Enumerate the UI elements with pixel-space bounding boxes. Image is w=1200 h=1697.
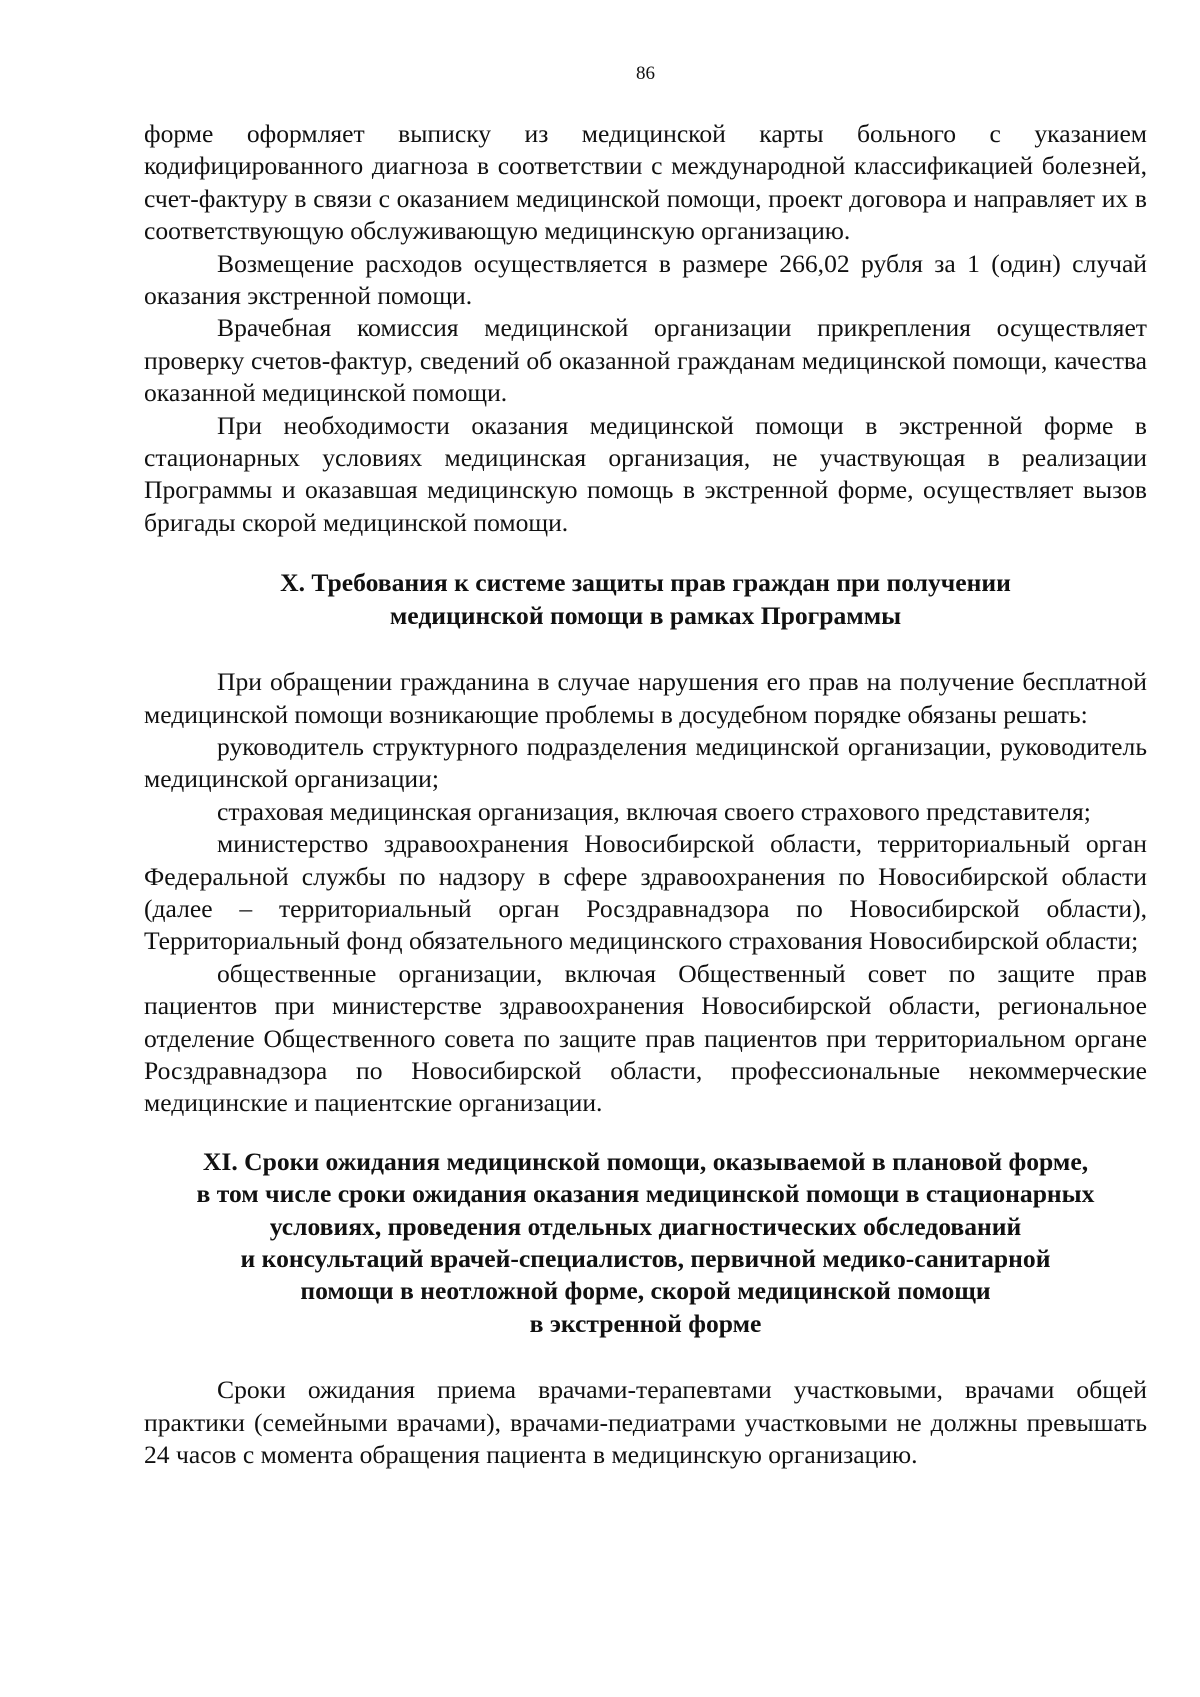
spacer bbox=[144, 1120, 1147, 1146]
section-x-paragraph-2: руководитель структурного подразделения медицинской организации, руководитель медицинской организации; bbox=[144, 731, 1147, 794]
page-number: 86 bbox=[636, 63, 655, 84]
section-x-heading bbox=[144, 567, 1147, 632]
document-page bbox=[144, 62, 1147, 1471]
spacer bbox=[144, 1340, 1147, 1374]
intro-paragraph-2: Возмещение расходов осуществляется в размере 266,02 рубля за 1 (один) случай оказания экстренной помощи. bbox=[144, 248, 1147, 311]
spacer bbox=[144, 632, 1147, 666]
section-xi-heading-line-1: XI. Сроки ожидания медицинской помощи, оказываемой в плановой форме, bbox=[202, 1146, 1089, 1176]
intro-paragraph-4: При необходимости оказания медицинской помощи в экстренной форме в стационарных условиях медицинская организация, не участвующая в реализации Программы и оказавшая медицинскую помощь в экстренной форме, осуществляет вызов бригады скорой медицинской помощи. bbox=[144, 410, 1147, 537]
section-xi-heading-line-4: и консультаций врачей-специалистов, первичной медико-санитарной bbox=[240, 1244, 1051, 1273]
section-x-heading-line-2: медицинской помощи в рамках Программы bbox=[389, 600, 902, 630]
section-x-paragraph-4: министерство здравоохранения Новосибирской области, территориальный орган Федеральной службы по надзору в сфере здравоохранения по Новосибирской области (далее – территориальный орган Росздравнадзора по Новосибирской области), Территориальный фонд обязательного медицинского страхования Новосибирской области; bbox=[144, 829, 1147, 956]
section-x-paragraph-5: общественные организации, включая Общественный совет по защите прав пациентов при министерстве здравоохранения Новосибирской области, региональное отделение Общественного совета по защите прав пациентов при территориальном органе Росздравнадзора по Новосибирской области, профессиональные некоммерческие медицинские и пациентские организации. bbox=[144, 958, 1147, 1118]
intro-paragraph-1: форме оформляет выписку из медицинской карты больного с указанием кодифицированного диагноза в соответствии с международной классификацией болезней, счет-фактуру в связи с оказанием медицинской помощи, проект договора и направляет их в соответствующую обслуживающую медицинскую организацию. bbox=[144, 119, 1147, 246]
intro-paragraph-3: Врачебная комиссия медицинской организации прикрепления осуществляет проверку счетов-фактур, сведений об оказанной гражданам медицинской помощи, качества оказанной медицинской помощи. bbox=[144, 313, 1147, 408]
spacer bbox=[144, 539, 1147, 567]
section-x-paragraph-1: При обращении гражданина в случае нарушения его прав на получение бесплатной медицинской помощи возникающие проблемы в досудебном порядке обязаны решать: bbox=[144, 667, 1147, 729]
section-xi-heading-line-5: помощи в неотложной форме, скорой медицинской помощи bbox=[300, 1276, 991, 1306]
section-xi-heading-line-3: условиях, проведения отдельных диагностических обследований bbox=[269, 1211, 1022, 1241]
section-xi-heading-line-6: в экстренной форме bbox=[529, 1308, 762, 1338]
section-xi-heading-line-2: в том числе сроки ожидания оказания медицинской помощи в стационарных bbox=[196, 1179, 1095, 1209]
section-x-paragraph-3: страховая медицинская организация, включая своего страхового представителя; bbox=[217, 796, 1091, 826]
section-xi-heading bbox=[144, 1146, 1147, 1340]
section-xi-paragraph-1: Сроки ожидания приема врачами-терапевтами участковыми, врачами общей практики (семейными врачами), врачами-педиатрами участковыми не должны превышать 24 часов с момента обращения пациента в медицинскую организацию. bbox=[144, 1375, 1147, 1470]
section-x-heading-line-1: X. Требования к системе защиты прав граждан при получении bbox=[280, 568, 1011, 598]
